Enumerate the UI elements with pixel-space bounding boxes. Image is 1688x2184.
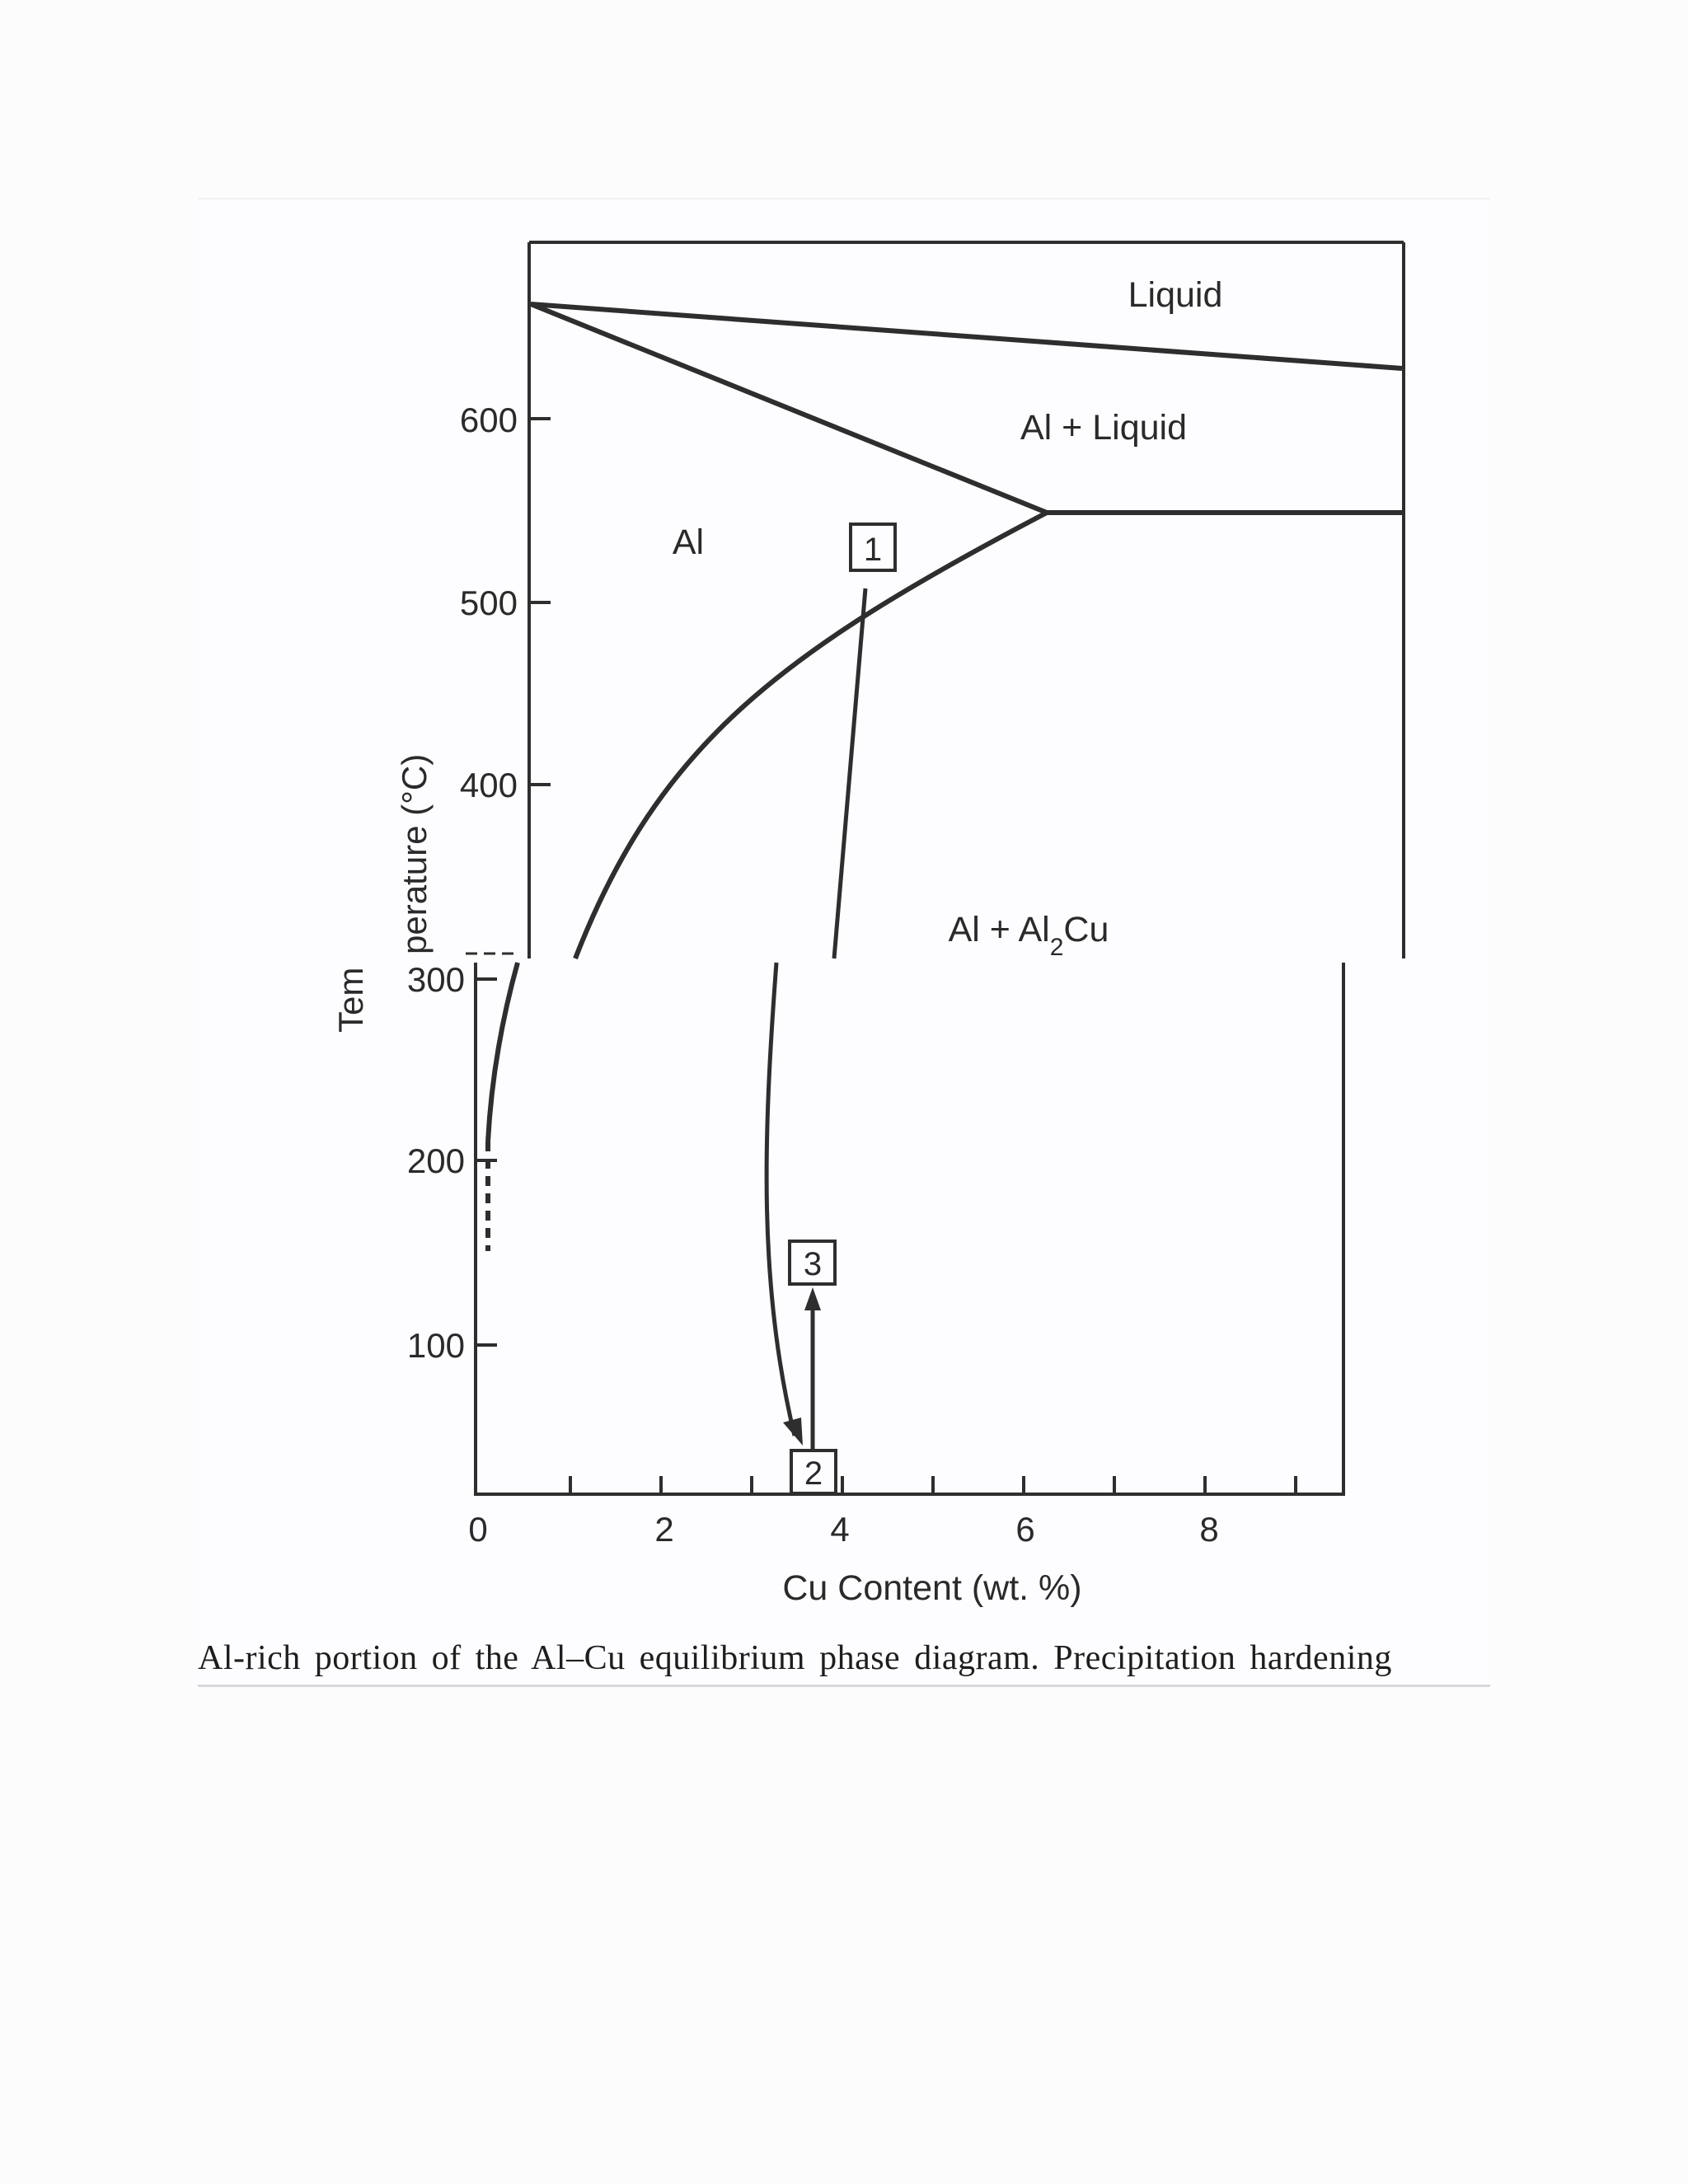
region-al-al2cu-prefix: Al + Al xyxy=(948,910,1050,949)
y-axis-label-fragment-upper: perature (°C) xyxy=(395,753,434,954)
y-tick-label-600: 600 xyxy=(459,401,518,439)
region-al-al2cu xyxy=(949,910,1109,961)
step-2-label: 2 xyxy=(804,1455,823,1492)
y-axis-label-fragment-lower: Tem xyxy=(331,967,370,1033)
region-liquid: Liquid xyxy=(1128,275,1223,315)
solvus-curve-upper xyxy=(575,513,1047,958)
y-tick-label-400: 400 xyxy=(459,766,518,804)
lower-panel xyxy=(331,960,1345,1608)
y-tick-label-300: 300 xyxy=(406,960,465,999)
y-tick-label-100: 100 xyxy=(406,1326,465,1365)
region-al-al2cu-suffix: Cu xyxy=(1063,910,1109,949)
region-al: Al xyxy=(672,523,705,562)
y-tick-label-500: 500 xyxy=(459,583,518,622)
x-tick-label-6: 6 xyxy=(1015,1510,1035,1549)
solvus-curve-lower xyxy=(488,963,518,1141)
aging-arrowhead xyxy=(804,1287,821,1310)
x-tick-label-8: 8 xyxy=(1199,1510,1219,1549)
quench-arrowhead xyxy=(783,1418,803,1446)
step-1-label: 1 xyxy=(863,532,883,568)
x-tick-label-4: 4 xyxy=(830,1510,850,1549)
figure-caption: Al-rich portion of the Al–Cu equilibrium phase diagram. Precipitation hardening xyxy=(198,1638,1490,1687)
upper-panel xyxy=(395,242,1404,961)
step-3-label: 3 xyxy=(803,1246,823,1282)
quench-path-upper xyxy=(834,588,865,958)
quench-path-lower xyxy=(767,963,795,1436)
region-al-liquid: Al + Liquid xyxy=(1020,408,1188,448)
region-al-al2cu-subscript: 2 xyxy=(1049,933,1064,961)
x-tick-label-2: 2 xyxy=(654,1510,674,1549)
x-axis-label: Cu Content (wt. %) xyxy=(782,1568,1082,1608)
x-tick-label-0: 0 xyxy=(468,1510,488,1549)
y-tick-label-200: 200 xyxy=(406,1141,465,1180)
